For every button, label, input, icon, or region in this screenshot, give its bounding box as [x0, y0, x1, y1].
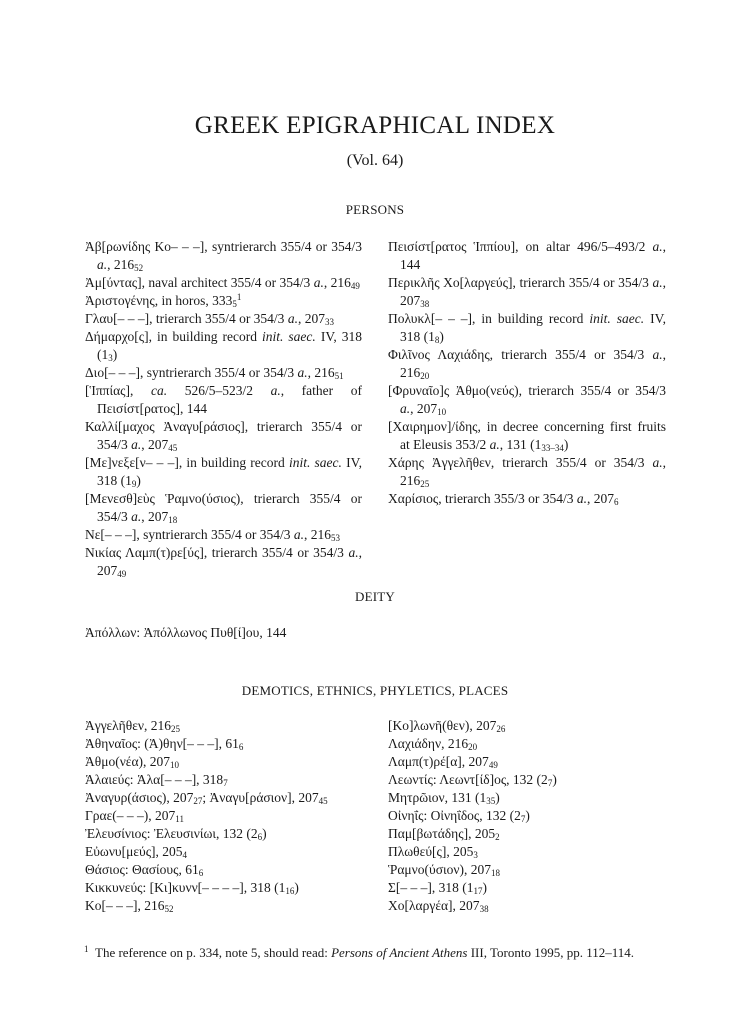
- entry-italic: a.: [313, 275, 324, 290]
- index-entry: [85, 735, 375, 753]
- footnote: [84, 944, 684, 962]
- entry-italic: a.: [131, 509, 142, 524]
- entry-text: [Κο]λωνῆ(θεν), 207: [388, 718, 497, 733]
- index-entry: [388, 346, 666, 382]
- entry-subscript: 11: [175, 814, 184, 824]
- entry-text: , 216: [400, 347, 666, 380]
- entry-text: Ἀθμο(νέα), 207: [85, 754, 171, 769]
- index-entry: [85, 364, 362, 382]
- index-entry: [388, 735, 666, 753]
- places-right-column: [388, 717, 666, 915]
- entry-subscript: 25: [170, 724, 180, 734]
- entry-subscript: 8: [434, 335, 440, 345]
- index-entry: [85, 382, 362, 418]
- index-entry: [388, 490, 666, 508]
- entry-subscript: 2: [495, 832, 500, 842]
- entry-text: Λεωντίς: Λεωντ[ίδ]ος, 132 (2: [388, 772, 548, 787]
- persons-heading: PERSONS: [345, 202, 405, 217]
- entry-subscript: 5: [232, 299, 237, 309]
- index-entry: [85, 544, 362, 580]
- index-entry: [85, 418, 362, 454]
- entry-text: Δήμαρχο[ς], in building record: [85, 329, 263, 344]
- entry-text: Περικλῆς Χο[λαργεύς], trierarch 355/4 or 354/3: [388, 275, 653, 290]
- entry-subscript: 49: [350, 281, 360, 291]
- entry-italic: a.: [652, 239, 663, 254]
- entry-subscript: 10: [437, 407, 447, 417]
- entry-text: Χαρίσιος, trierarch 355/3 or 354/3: [388, 491, 577, 506]
- entry-text: [Με]νεξε[ν– – –], in building record: [85, 455, 289, 470]
- entry-subscript: 16: [285, 886, 295, 896]
- entry-subscript: 6: [614, 497, 619, 507]
- entry-italic: a.: [297, 365, 308, 380]
- entry-text: Λαχιάδην, 216: [388, 736, 469, 751]
- index-entry: [388, 771, 666, 789]
- index-entry: [388, 418, 666, 454]
- entry-subscript: 49: [488, 760, 498, 770]
- entry-text: ): [563, 437, 569, 452]
- index-entry: [388, 238, 666, 274]
- entry-italic: a.: [270, 383, 281, 398]
- entry-text: , father of Πεισίστ[ρατος], 144: [97, 383, 362, 416]
- entry-text: , 207: [400, 275, 666, 308]
- entry-text: , 216: [304, 527, 331, 542]
- entry-subscript: 25: [420, 479, 430, 489]
- persons-left-column: [85, 238, 362, 580]
- entry-text: Διο[– – –], syntrierarch 355/4 or 354/3: [85, 365, 298, 380]
- places-left-column: [85, 717, 375, 915]
- footnote-ref: 1: [236, 292, 242, 302]
- entry-text: Κικκυνεύς: [Κι]κυνν[– – – –], 318 (1: [85, 880, 286, 895]
- entry-text: ): [482, 880, 487, 895]
- persons-right-column: [388, 238, 666, 508]
- page-title: GREEK EPIGRAPHICAL INDEX: [194, 112, 556, 139]
- entry-text: , 216: [107, 257, 135, 272]
- entry-italic: init. saec.: [589, 311, 645, 326]
- entry-text: Θάσιος: Θασίους, 61: [85, 862, 199, 877]
- entry-subscript: 53: [331, 533, 340, 543]
- index-entry: [85, 310, 362, 328]
- entry-subscript: 49: [117, 569, 127, 579]
- index-entry: [85, 526, 362, 544]
- entry-text: Ἀπόλλων: Ἀπόλλωνος Πυθ[ί]ου, 144: [85, 625, 287, 640]
- entry-text: Ἐλευσίνιος: Ἐλευσινίωι, 132 (2: [85, 826, 258, 841]
- entry-italic: a.: [293, 527, 304, 542]
- entry-text: , 207: [297, 311, 325, 326]
- entry-subscript: 38: [420, 299, 430, 309]
- entry-text: [Χαιρημον]/ίδης, in decree concerning first fruits at Eleusis 353/2: [388, 419, 666, 452]
- index-entry: [85, 624, 585, 642]
- index-entry: [388, 879, 666, 897]
- entry-subscript: 26: [496, 724, 506, 734]
- entry-text: Ἀριστογένης, in horos, 333: [85, 293, 233, 308]
- index-entry: [388, 382, 666, 418]
- entry-text: Παμ[βωτάδης], 205: [388, 826, 496, 841]
- entry-text: ): [262, 826, 267, 841]
- entry-italic: init. saec.: [262, 329, 316, 344]
- entry-text: , 144: [400, 239, 666, 272]
- footnote-book-title: Persons of Ancient Athens: [331, 945, 468, 960]
- index-entry: [388, 717, 666, 735]
- entry-subscript: 9: [131, 479, 137, 489]
- index-entry: [85, 753, 375, 771]
- entry-text: IV, 318 (1: [97, 329, 362, 362]
- index-entry: [85, 789, 375, 807]
- entry-subscript: 3: [108, 353, 113, 363]
- index-entry: [388, 454, 666, 490]
- entry-text: Πολυκλ[– – –], in building record: [388, 311, 590, 326]
- index-entry: [85, 771, 375, 789]
- entry-text: Νε[– – –], syntrierarch 355/4 or 354/3: [85, 527, 294, 542]
- index-entry: [85, 238, 362, 274]
- entry-subscript: 6: [238, 742, 244, 752]
- entry-text: ; Ἀναγυ[ράσιον], 207: [202, 790, 319, 805]
- entry-text: , 216: [400, 455, 666, 488]
- entry-text: Γραε(– – –), 207: [85, 808, 176, 823]
- entry-text: Πλωθεύ[ς], 205: [388, 844, 474, 859]
- entry-text: , 216: [323, 275, 351, 290]
- index-entry: [85, 274, 362, 292]
- index-entry: [85, 843, 375, 861]
- entry-text: Ἀναγυρ(άσιος), 207: [85, 790, 194, 805]
- entry-text: , 207: [410, 401, 438, 416]
- entry-subscript: 6: [198, 868, 204, 878]
- entry-subscript: 35: [486, 796, 496, 806]
- index-entry: [85, 879, 375, 897]
- entry-text: Οἰνηΐς: Οἰνηΐδος, 132 (2: [388, 808, 521, 823]
- entry-text: [Φρυναῖο]ς Ἀθμο(νεύς), trierarch 355/4 or 354/3: [388, 383, 666, 398]
- entry-italic: a.: [400, 401, 411, 416]
- index-entry: [85, 807, 375, 825]
- entry-italic: init. saec.: [288, 455, 342, 470]
- index-entry: [388, 274, 666, 310]
- index-entry: [388, 843, 666, 861]
- entry-text: Φιλῖνος Λαχιάδης, trierarch 355/4 or 354/3: [388, 347, 653, 362]
- entry-subscript: 10: [170, 760, 180, 770]
- entry-text: , 216: [307, 365, 335, 380]
- entry-text: [Ἱππίας],: [85, 383, 151, 398]
- entry-text: Ἀμ[ύντας], naval architect 355/4 or 354/3: [85, 275, 314, 290]
- index-entry: [388, 807, 666, 825]
- entry-subscript: 7: [520, 814, 526, 824]
- index-entry: [85, 717, 375, 735]
- index-entry: [85, 825, 375, 843]
- entry-subscript: 20: [420, 371, 430, 381]
- entry-subscript: 33: [324, 317, 334, 327]
- entry-text: Ῥαμνο(ύσιον), 207: [388, 862, 491, 877]
- index-entry: [388, 897, 666, 915]
- index-entry: [388, 753, 666, 771]
- entry-subscript: 6: [257, 832, 263, 842]
- entry-text: , 207: [97, 545, 362, 578]
- places-heading: DEMOTICS, ETHNICS, PHYLETICS, PLACES: [241, 683, 509, 698]
- index-entry: [388, 825, 666, 843]
- entry-text: ): [294, 880, 299, 895]
- entry-subscript: 33–34: [541, 443, 564, 453]
- entry-text: Λαμπ(τ)ρέ[α], 207: [388, 754, 489, 769]
- entry-italic: ca.: [151, 383, 168, 398]
- entry-text: ): [439, 329, 444, 344]
- entry-subscript: 52: [164, 904, 174, 914]
- index-entry: [85, 897, 375, 915]
- entry-subscript: 52: [134, 263, 144, 273]
- entry-subscript: 27: [193, 796, 203, 806]
- entry-subscript: 7: [547, 778, 553, 788]
- entry-text: Μητρῶιον, 131 (1: [388, 790, 487, 805]
- entry-text: Χο[λαργέα], 207: [388, 898, 480, 913]
- entry-italic: a.: [131, 437, 142, 452]
- entry-italic: a.: [652, 347, 663, 362]
- entry-italic: a.: [287, 311, 298, 326]
- index-entry: [85, 490, 362, 526]
- entry-text: , 131 (1: [499, 437, 542, 452]
- entry-text: IV, 318 (1: [97, 455, 362, 488]
- index-entry: [388, 310, 666, 346]
- entry-subscript: 38: [479, 904, 489, 914]
- entry-text: ): [525, 808, 530, 823]
- entry-subscript: 45: [168, 443, 178, 453]
- index-entry: [85, 861, 375, 879]
- footnote-mark: 1: [84, 944, 89, 954]
- index-entry: [85, 292, 362, 310]
- entry-italic: a.: [97, 257, 108, 272]
- entry-subscript: 20: [468, 742, 478, 752]
- entry-subscript: 18: [490, 868, 500, 878]
- entry-text: , 207: [141, 437, 169, 452]
- entry-text: , 207: [587, 491, 615, 506]
- entry-text: Καλλί[μαχος Ἀναγυ[ράσιος], trierarch 355/4 or 354/3: [85, 419, 362, 452]
- entry-text: Σ[– – –], 318 (1: [388, 880, 474, 895]
- deity-column: [85, 624, 585, 642]
- entry-text: Γλαυ[– – –], trierarch 355/4 or 354/3: [85, 311, 288, 326]
- index-entry: [388, 861, 666, 879]
- entry-text: Κο[– – –], 216: [85, 898, 165, 913]
- index-entry: [388, 789, 666, 807]
- entry-text: Πεισίστ[ρατος Ἱππίου], on altar 496/5–493/2: [388, 239, 653, 254]
- entry-subscript: 7: [223, 778, 228, 788]
- entry-text: , 207: [141, 509, 169, 524]
- entry-italic: a.: [652, 275, 663, 290]
- entry-italic: a.: [576, 491, 588, 506]
- index-entry: [85, 328, 362, 364]
- footnote-text: The reference on p. 334, note 5, should read:: [95, 945, 332, 960]
- entry-text: Ἀθηναῖος: (Ἀ)θην[– – –], 61: [85, 736, 239, 751]
- entry-italic: a.: [348, 545, 359, 560]
- entry-text: Νικίας Λαμπ(τ)ρε[ύς], trierarch 355/4 or 354/3: [85, 545, 349, 560]
- entry-subscript: 4: [182, 850, 188, 860]
- entry-text: ): [495, 790, 500, 805]
- index-entry: [85, 454, 362, 490]
- entry-italic: a.: [652, 455, 663, 470]
- entry-text: 526/5–523/2: [167, 383, 271, 398]
- entry-subscript: 45: [318, 796, 328, 806]
- entry-subscript: 51: [334, 371, 344, 381]
- entry-italic: a.: [489, 437, 500, 452]
- entry-text: [Μενεσθ]εὺς Ῥαμνο(ύσιος), trierarch 355/4 or 354/3: [85, 491, 362, 524]
- volume-label: (Vol. 64): [346, 152, 404, 169]
- entry-text: ): [136, 473, 141, 488]
- entry-subscript: 3: [473, 850, 478, 860]
- entry-subscript: 18: [168, 515, 178, 525]
- entry-text: Ἁλαιεύς: Ἁλα[– – –], 318: [85, 772, 224, 787]
- entry-text: Χάρης Ἀγγελῆθεν, trierarch 355/4 or 354/3: [388, 455, 653, 470]
- entry-text: ): [552, 772, 557, 787]
- entry-subscript: 17: [473, 886, 483, 896]
- entry-text: Ἀβ[ρωνίδης Κο– – –], syntrierarch 355/4 or 354/3: [85, 239, 362, 254]
- entry-text: IV, 318 (1: [400, 311, 666, 344]
- entry-text: Ἀγγελῆθεν, 216: [85, 718, 171, 733]
- entry-text: ): [112, 347, 118, 362]
- entry-text: Εὐωνυ[μεύς], 205: [85, 844, 183, 859]
- footnote-rest: III, Toronto 1995, pp. 112–114.: [467, 945, 634, 960]
- deity-heading: DEITY: [355, 589, 395, 604]
